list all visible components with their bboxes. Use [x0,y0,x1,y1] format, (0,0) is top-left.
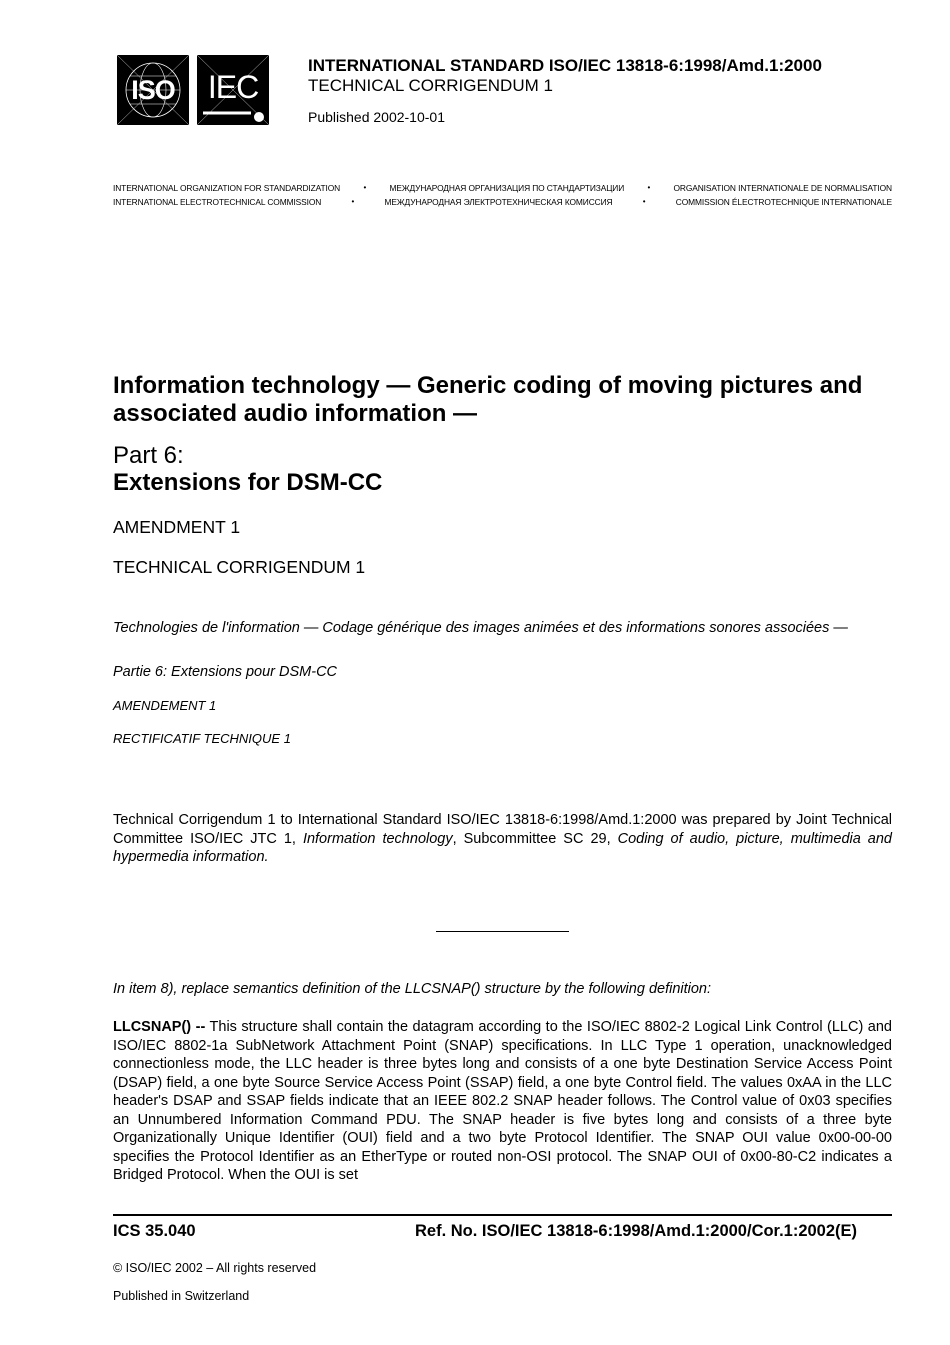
iec-logo [197,55,269,125]
part-title: Extensions for DSM-CC [113,469,383,496]
org-iec-ru: МЕЖДУНАРОДНАЯ ЭЛЕКТРОТЕХНИЧЕСКАЯ КОМИССИЯ [384,197,613,207]
preparation-paragraph [113,811,892,867]
org-iso-fr: ORGANISATION INTERNATIONALE DE NORMALISATION [673,183,892,193]
org-iso-en: INTERNATIONAL ORGANIZATION FOR STANDARDIZATION [113,183,341,193]
french-part: Partie 6: Extensions pour DSM-CC [113,664,338,680]
iso-logo [117,55,189,125]
french-title: Technologies de l'information — Codage générique des images animées et des informations sonores associées — [113,620,848,636]
prep-text-2: , Subcommittee SC 29, [452,830,618,847]
french-amendment: AMENDEMENT 1 [113,698,217,713]
org-line-1 [113,183,892,193]
org-iec-fr: COMMISSION ÉLECTROTECHNIQUE INTERNATIONALE [675,197,892,207]
part-label: Part 6: [113,442,184,469]
definition-paragraph [113,1018,892,1185]
org-line-2 [113,197,892,207]
published-date: Published 2002-10-01 [308,109,445,125]
french-corrigendum: RECTIFICATIF TECHNIQUE 1 [113,731,291,746]
footer-rule [113,1214,892,1216]
definition-term: LLCSNAP() -- [113,1019,206,1035]
iec-logo-text: IEC [207,69,259,105]
org-iec-en: INTERNATIONAL ELECTROTECHNICAL COMMISSION [113,197,322,207]
ics-number: ICS 35.040 [113,1222,196,1240]
reference-number: Ref. No. ISO/IEC 13818-6:1998/Amd.1:2000/Cor.1:2002(E) [415,1222,858,1240]
standard-title: INTERNATIONAL STANDARD ISO/IEC 13818-6:1998/Amd.1:2000 [308,56,822,75]
bullet: • [647,183,651,192]
instruction-text: In item 8), replace semantics definition of the LLCSNAP() structure by the following definition: [113,981,712,997]
copyright-notice: © ISO/IEC 2002 – All rights reserved [113,1261,317,1275]
iso-logo-text: ISO [131,75,175,105]
prep-italic-2: Coding of audio, picture, multimedia and hypermedia information. [113,830,892,866]
amendment-label: AMENDMENT 1 [113,517,241,537]
bullet: • [642,197,646,206]
definition-text: This structure shall contain the datagram according to the ISO/IEC 8802-2 Logical Link Control (LLC) and ISO/IEC 8802-1a SubNetwork Attachment Point (SNAP) specifications. In LLC Type 1 operation, unacknowledged connectionless mode, the LLC header is three bytes long and consists of a one byte Destination Service Access Point (DSAP) field, a one byte Source Service Access Point (SSAP) field, a one byte Control field. The values 0xAA in the LLC header's DSAP and SSAP fields indicate that an IEEE 802.2 SNAP header follows. The Control value of 0x03 specifies an Unnumbered Information Command PDU. The SNAP header is five bytes long and consists of a three byte Organizationally Unique Identifier (OUI) field and a two byte Protocol Identifier. The SNAP OUI value 0x00-00-00 specifies the Protocol Identifier as an EtherType or routed non-OSI protocol. The SNAP OUI of 0x00-80-C2 indicates a Bridged Protocol. When the OUI is set [113,1019,892,1183]
org-iso-ru: МЕЖДУНАРОДНАЯ ОРГАНИЗАЦИЯ ПО СТАНДАРТИЗАЦИИ [389,183,625,193]
bullet: • [351,197,355,206]
document-title: Information technology — Generic coding of moving pictures and associated audio information — [113,372,863,427]
bullet: • [363,183,367,192]
published-in: Published in Switzerland [113,1289,250,1303]
corrigendum-label: TECHNICAL CORRIGENDUM 1 [113,557,366,577]
prep-text-1: Technical Corrigendum 1 to International Standard ISO/IEC 13818-6:1998/Amd.1:2000 was prepared by Joint Technical Committee ISO/IEC JTC 1, [113,812,892,847]
standard-subtitle: TECHNICAL CORRIGENDUM 1 [308,76,553,95]
prep-italic-1: Information technology [302,830,453,847]
section-divider [436,931,569,932]
